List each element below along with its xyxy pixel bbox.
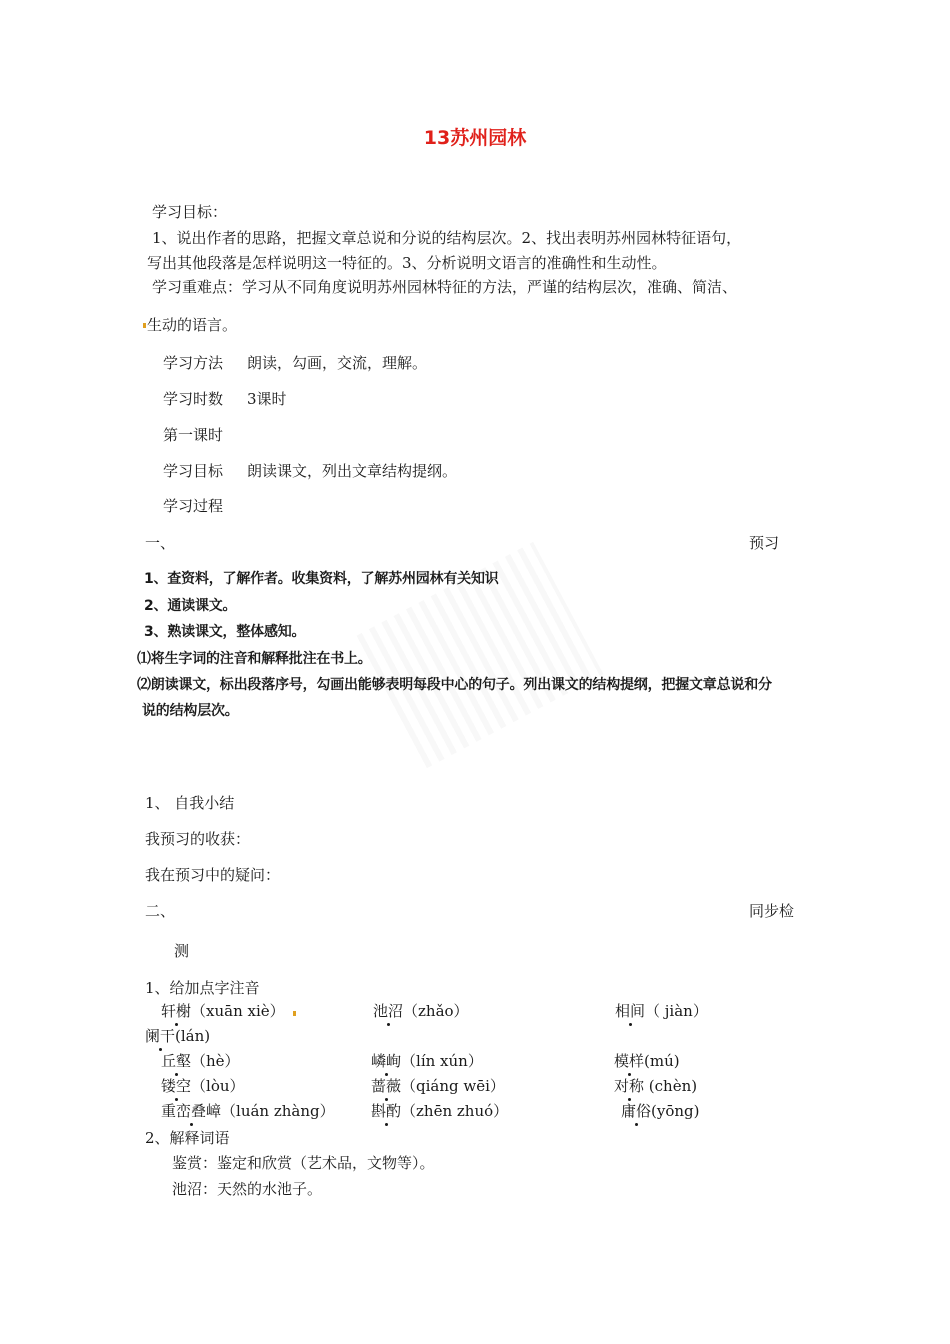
pinyin-word: 阑干 (145, 1027, 176, 1045)
pinyin-word: 重峦叠嶂 (161, 1102, 222, 1120)
pinyin-item (373, 1002, 469, 1021)
preview-sub-2-line-2: 说的结构层次。 (142, 703, 239, 719)
edit-mark (143, 323, 146, 328)
pinyin-item (371, 1077, 505, 1096)
preview-item-3: 3、熟读课文，整体感知。 (144, 624, 306, 640)
section-2-name-part-2: 测 (174, 942, 190, 960)
pinyin-item (614, 1052, 680, 1071)
pinyin-item (371, 1052, 483, 1071)
lesson-heading: 第一课时 (163, 426, 224, 444)
page-title: 13苏州园林 (423, 127, 527, 149)
objectives-line-2: 写出其他段落是怎样说明这一特征的。3、分析说明文语言的准确性和生动性。 (147, 254, 667, 272)
lesson-goal-label: 学习目标 (163, 462, 224, 480)
pinyin-item (614, 1077, 697, 1096)
vocab-item-2: 池沼：天然的水池子。 (172, 1180, 323, 1198)
section-2-name-part-1: 同步检 (749, 902, 795, 920)
hours-label: 学习时数 (163, 390, 224, 408)
pinyin-word: 斟酌 (371, 1102, 402, 1120)
pinyin-reading: （hè） (191, 1052, 240, 1070)
pinyin-reading: （lín xún） (401, 1052, 483, 1070)
pinyin-word: 池沼 (373, 1002, 404, 1020)
edit-mark (293, 1011, 296, 1016)
pinyin-word: 丘壑 (161, 1052, 192, 1070)
objectives-line-1: 1、说出作者的思路，把握文章总说和分说的结构层次。2、找出表明苏州园林特征语句， (152, 229, 742, 247)
section-2-number: 二、 (145, 902, 176, 920)
pinyin-reading: (lán) (175, 1027, 211, 1045)
pinyin-word: 对称 (614, 1077, 645, 1095)
pinyin-reading: （qiáng wēi） (401, 1077, 505, 1095)
vocab-item-1: 鉴赏：鉴定和欣赏（艺术品，文物等）。 (172, 1154, 435, 1172)
pinyin-word: 相间 (615, 1002, 646, 1020)
pinyin-item (145, 1027, 210, 1046)
pinyin-reading: （xuān xiè） (191, 1002, 285, 1020)
vocab-heading: 2、解释词语 (145, 1129, 230, 1147)
preview-sub-1: ⑴将生字词的注音和解释批注在书上。 (137, 651, 372, 667)
pinyin-word: 轩榭 (161, 1002, 192, 1020)
lesson-goal-value: 朗读课文，列出文章结构提纲。 (247, 462, 458, 480)
objectives-heading: 学习目标： (152, 203, 228, 221)
summary-heading: 1、 自我小结 (145, 794, 235, 812)
pinyin-word: 模样 (614, 1052, 645, 1070)
summary-gain: 我预习的收获： (145, 830, 251, 848)
pinyin-reading: (chèn) (644, 1077, 698, 1095)
keypoints-line-2: 生动的语言。 (147, 316, 238, 334)
pinyin-item (371, 1102, 508, 1121)
pinyin-reading: （zhǎo） (403, 1002, 469, 1020)
preview-item-1: 1、查资料，了解作者。收集资料，了解苏州园林有关知识 (144, 571, 499, 587)
pinyin-reading: （zhēn zhuó） (401, 1102, 509, 1120)
section-1-name: 预习 (749, 534, 780, 552)
pinyin-reading: （luán zhàng） (221, 1102, 335, 1120)
pinyin-item (615, 1002, 708, 1021)
pinyin-item (161, 1102, 335, 1121)
pinyin-item (161, 1052, 240, 1071)
pinyin-word: 镂空 (161, 1077, 192, 1095)
pinyin-heading: 1、给加点字注音 (145, 979, 260, 997)
method-label: 学习方法 (163, 354, 224, 372)
pinyin-word: 蔷薇 (371, 1077, 402, 1095)
pinyin-item (621, 1102, 700, 1121)
pinyin-reading: (yōng) (651, 1102, 700, 1120)
pinyin-word: 嶙峋 (371, 1052, 402, 1070)
pinyin-reading: （lòu） (191, 1077, 245, 1095)
method-value: 朗读，勾画，交流，理解。 (247, 354, 428, 372)
pinyin-reading: (mú) (644, 1052, 680, 1070)
pinyin-item (161, 1002, 285, 1021)
pinyin-item (161, 1077, 245, 1096)
section-1-number: 一、 (145, 534, 176, 552)
preview-sub-2-line-1: ⑵朗读课文，标出段落序号，勾画出能够表明每段中心的句子。列出课文的结构提纲，把握文章总说和分 (137, 677, 772, 693)
summary-doubt: 我在预习中的疑问： (145, 866, 281, 884)
preview-item-2: 2、通读课文。 (144, 598, 237, 614)
pinyin-reading: （ jiàn） (645, 1002, 708, 1020)
hours-value: 3课时 (247, 390, 287, 408)
keypoints-line-1: 学习重难点：学习从不同角度说明苏州园林特征的方法，严谨的结构层次，准确、简洁、 (152, 278, 738, 296)
process-heading: 学习过程 (163, 497, 224, 515)
pinyin-word: 庸俗 (621, 1102, 652, 1120)
